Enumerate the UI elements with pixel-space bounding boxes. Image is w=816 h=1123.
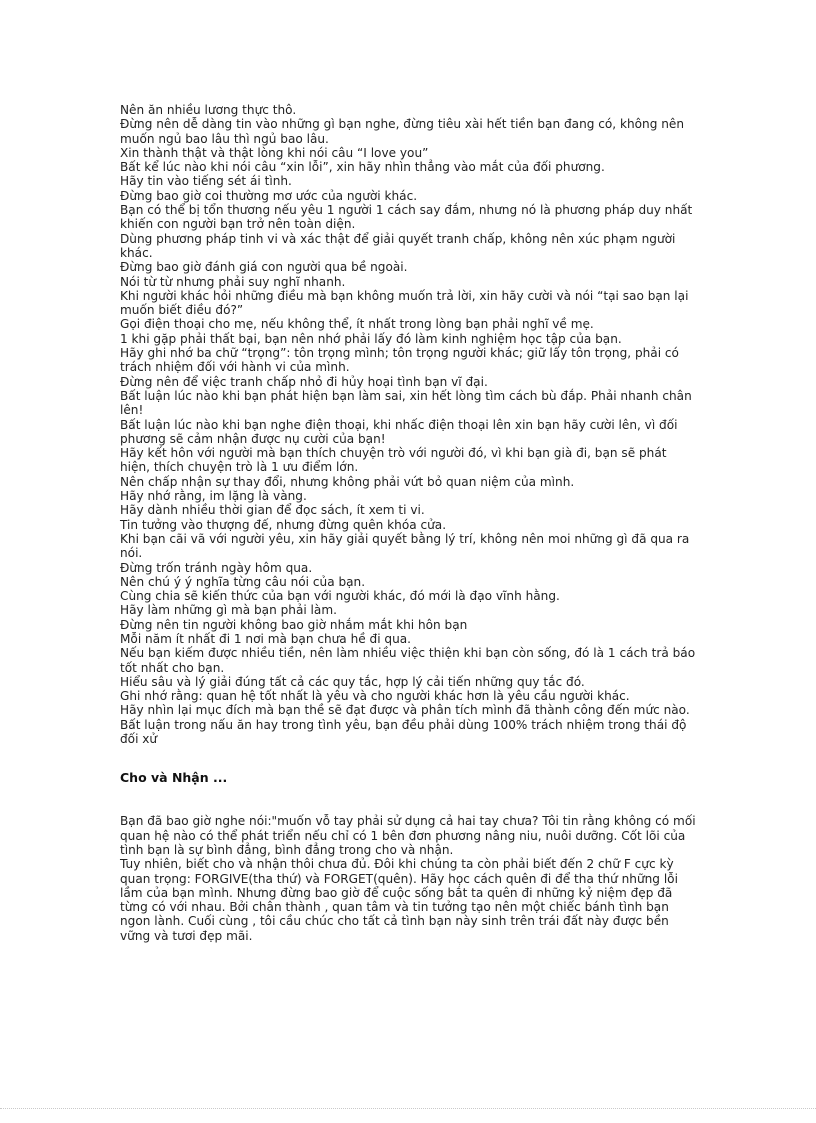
- advice-line: Hiểu sâu và lý giải đúng tất cả các quy tắc, hợp lý cải tiến những quy tắc đó.: [120, 674, 585, 689]
- advice-line: Đừng nên tin người không bao giờ nhắm mắt khi hôn bạn: [120, 617, 468, 632]
- advice-line: Cùng chia sẽ kiến thức của bạn với người khác, đó mới là đạo vĩnh hằng.: [120, 589, 560, 604]
- advice-line: Nếu bạn kiếm được nhiều tiền, nên làm nhiều việc thiện khi bạn còn sống, đó là 1 cách trả báo tốt nhất cho bạn.: [120, 646, 696, 675]
- advice-line: Đừng bao giờ đánh giá con người qua bề ngoài.: [120, 260, 408, 275]
- advice-line: Khi người khác hỏi những điều mà bạn không muốn trả lời, xin hãy cười và nói “tại sao bạn lại muốn biết điều đó?”: [120, 288, 689, 318]
- advice-line: Hãy dành nhiều thời gian để đọc sách, ít xem ti vi.: [120, 503, 425, 518]
- body-paragraph: Tuy nhiên, biết cho và nhận thôi chưa đủ. Đôi khi chúng ta còn phải biết đến 2 chữ F cực kỳ quan trọng: FORGIVE(tha thứ) và FORGET(quên). Hãy học cách quên đi để tha thứ những lỗi lầm của bạn mình. Nhưng đừng bao giờ để cuộc sống bắt ta quên đi những kỷ niệm đẹp đã từng có với nhau. Bởi chân thành , quan tâm và tin tưởng tạo nên một chiếc bánh tình bạn ngon lành. Cuối cùng , tôi cầu chúc cho tất cả tình bạn này sinh trên trái đất này được bền vững và tươi đẹp mãi.: [120, 857, 678, 943]
- advice-line: Hãy tin vào tiếng sét ái tình.: [120, 174, 292, 189]
- advice-line: 1 khi gặp phải thất bại, bạn nên nhớ phải lấy đó làm kinh nghiệm học tập của bạn.: [120, 331, 622, 346]
- advice-line: Nên ăn nhiều lương thực thô.: [120, 103, 297, 117]
- advice-line: Nên chú ý ý nghĩa từng câu nói của bạn.: [120, 574, 366, 589]
- section-heading: Cho và Nhận ...: [120, 770, 228, 786]
- page-bottom-divider: [0, 1108, 816, 1109]
- advice-line: Hãy kết hôn với người mà bạn thích chuyện trò với người đó, vì khi bạn già đi, bạn sẽ phát hiện, thích chuyện trò là 1 ưu điểm lớn.: [120, 446, 667, 475]
- advice-line: Đừng trốn tránh ngày hôm qua.: [120, 560, 313, 575]
- advice-line: Tin tưởng vào thượng đế, nhưng đừng quên khóa cửa.: [120, 517, 447, 532]
- section-body: [120, 814, 700, 943]
- advice-line: Mỗi năm ít nhất đi 1 nơi mà bạn chưa hề đi qua.: [120, 631, 411, 646]
- advice-line: Dùng phương pháp tinh vi và xác thật để giải quyết tranh chấp, không nên xúc phạm người khác.: [120, 231, 676, 260]
- advice-line: Nói từ từ nhưng phải suy nghĩ nhanh.: [120, 274, 346, 289]
- body-paragraph: Bạn đã bao giờ nghe nói:"muốn vỗ tay phải sử dụng cả hai tay chưa? Tôi tin rằng không có mối quan hệ nào có thể phát triển nếu chỉ có 1 bên đơn phương nâng niu, nuôi dưỡng. Cốt lõi của tình bạn là sự bình đẳng, bình đẳng trong cho và nhận.: [120, 814, 696, 857]
- advice-line: Hãy nhìn lại mục đích mà bạn thề sẽ đạt được và phân tích mình đã thành công đến mức nào.: [120, 703, 690, 718]
- advice-line: Khi bạn cãi vã với người yêu, xin hãy giải quyết bằng lý trí, không nên moi những gì đã qua ra nói.: [120, 531, 690, 561]
- advice-line: Hãy nhớ rằng, im lặng là vàng.: [120, 489, 307, 504]
- advice-line: Hãy làm những gì mà bạn phải làm.: [120, 603, 337, 618]
- advice-line: Bất luận lúc nào khi bạn phát hiện bạn làm sai, xin hết lòng tìm cách bù đắp. Phải nhanh chân lên!: [120, 388, 692, 418]
- document-body: [120, 103, 700, 943]
- advice-line: Bất kể lúc nào khi nói câu “xin lỗi”, xin hãy nhìn thẳng vào mắt của đối phương.: [120, 160, 605, 175]
- advice-line: Bạn có thể bị tổn thương nếu yêu 1 người 1 cách say đắm, nhưng nó là phương pháp duy nhất khiến con người bạn trở nên toàn diện.: [120, 203, 693, 232]
- advice-line: Xin thành thật và thật lòng khi nói câu “I love you”: [120, 145, 429, 160]
- advice-line: Bất luận lúc nào khi bạn nghe điện thoại, khi nhấc điện thoại lên xin bạn hãy cười lên, vì đối phương sẽ cảm nhận được nụ cười của bạn!: [120, 417, 678, 446]
- advice-line: Gọi điện thoại cho mẹ, nếu không thể, ít nhất trong lòng bạn phải nghĩ về mẹ.: [120, 317, 594, 332]
- advice-line: Bất luận trong nấu ăn hay trong tình yêu, bạn đều phải dùng 100% trách nhiệm trong thái độ đối xử: [120, 717, 687, 747]
- advice-line: Đừng bao giờ coi thường mơ ước của người khác.: [120, 188, 418, 203]
- advice-line: Đừng nên để việc tranh chấp nhỏ đi hủy hoại tình bạn vĩ đại.: [120, 374, 488, 389]
- advice-list: [120, 103, 700, 746]
- advice-line: Đừng nên dễ dàng tin vào những gì bạn nghe, đừng tiêu xài hết tiền bạn đang có, không nên muốn ngủ bao lâu thì ngủ bao lâu.: [120, 117, 685, 146]
- advice-line: Nên chấp nhận sự thay đổi, nhưng không phải vứt bỏ quan niệm của mình.: [120, 474, 575, 489]
- advice-line: Hãy ghi nhớ ba chữ “trọng”: tôn trọng mình; tôn trọng người khác; giữ lấy tôn trọng, phải có trách nhiệm đối với hành vi của mình.: [120, 346, 679, 375]
- advice-line: Ghi nhớ rằng: quan hệ tốt nhất là yêu và cho người khác hơn là yêu cầu người khác.: [120, 689, 630, 704]
